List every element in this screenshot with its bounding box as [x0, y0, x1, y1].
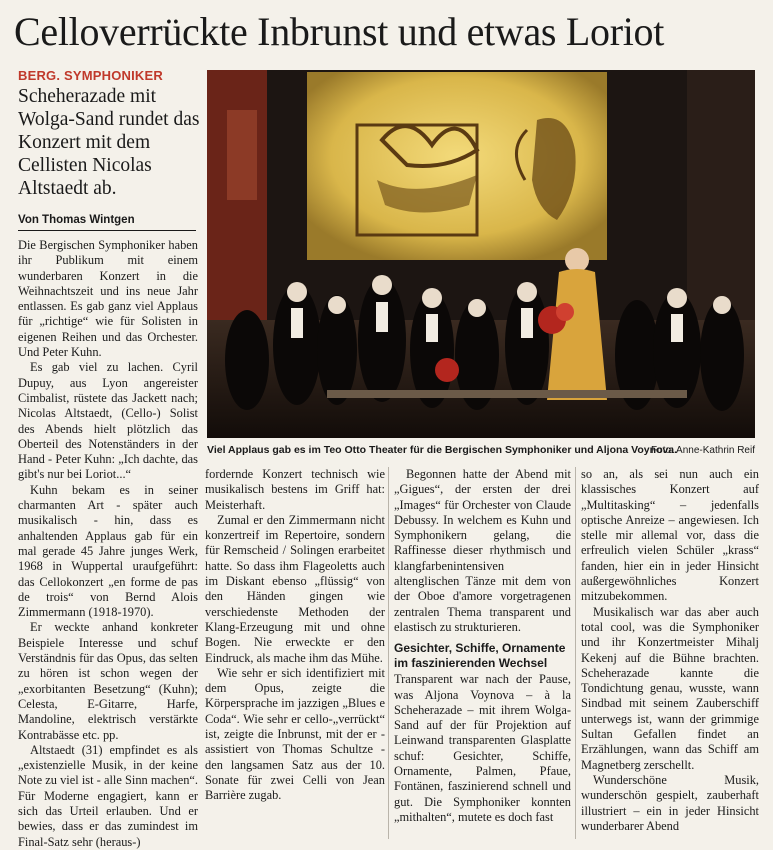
- column-rule: [388, 467, 389, 839]
- paragraph: Zumal er den Zimmermann nicht konzertreif im Repertoire, sondern für Remscheid / Solingen erarbeitet hatte. So dass ihm Flageoletts auch im Diskant ebenso „flüssig“ von den Händen gingen wie verschiedenste Methoden der Klang-Erzeugung mit und ohne Bogen. Nie erweckte er den Eindruck, als mache ihm das Mühe.: [205, 512, 385, 665]
- photo-credit: Foto: Anne-Kathrin Reif: [651, 445, 755, 456]
- article-column-3: [394, 467, 571, 825]
- subheadline: Scheherazade mit Wolga-Sand rundet das Konzert mit dem Cellisten Nicolas Altstaedt ab.: [18, 86, 200, 199]
- paragraph: Wie sehr er sich identifiziert mit dem Opus, zeigte die Körpersprache im jazzigen „Blues e Coda“. Wie sehr er cello-„verrückt“ ist, zeigte die Inbrunst, mit der er - assistiert von Thomas Schultze - den langsamen Satz aus der 10. Sonate für zwei Celli von Jean Barrière zugab.: [205, 665, 385, 803]
- paragraph: Wunderschöne Musik, wunderschön gespielt, zauberhaft illustriert – ein in jeder Hinsicht wunderbarer Abend: [581, 772, 759, 833]
- photo-caption: Viel Applaus gab es im Teo Otto Theater für die Bergischen Symphoniker und Aljona Voynova.: [207, 444, 678, 456]
- paragraph: Kuhn bekam es in seiner charmanten Art - später auch musikalisch - hin, dass es anhaltenden Applaus gab für ein mal gerade 45 Jahre junges Werk, 1968 in Wuppertal uraufgeführt: das Cellokonzert „en forme de pas de trois“ von Bernd Alois Zimmermann (1918-1970).: [18, 482, 198, 620]
- byline: Von Thomas Wintgen: [18, 214, 135, 226]
- paragraph: Altstaedt (31) empfindet es als „existenzielle Musik, in der keine Note zu viel ist - alle Sinn machen“. Für Moderne engagiert, kann er sich das Urteil erlauben. Und er bewies, dass er das zumindest im Final-Satz sehr (heraus-): [18, 742, 198, 849]
- headline: Celloverrückte Inbrunst und etwas Loriot: [14, 9, 665, 54]
- paragraph: so an, als sei nun auch ein klassisches Konzert auf „Multitasking“ – jedenfalls optische Anreize – angewiesen. Ich stelle mir allemal vor, dass die erfreulich vielen Schüler „krass“ fanden, hier ein in jeder Hinsicht außergewöhnliches Konzert mitzubekommen.: [581, 467, 759, 604]
- section-subhead: Gesichter, Schiffe, Ornamente im faszinierenden Wechsel: [394, 641, 566, 670]
- paragraph: Die Bergischen Symphoniker haben ihr Publikum mit einem wunderbaren Konzert in die Weihnachtszeit und ins neue Jahr entlassen. Es gab ganz viel Applaus für „richtige“ wie für Solisten in eigenen Reihen und das Orchester. Und Peter Kuhn.: [18, 238, 198, 360]
- paragraph: fordernde Konzert technisch wie musikalisch bestens im Griff hat: Meisterhaft.: [205, 467, 385, 512]
- paragraph: Es gab viel zu lachen. Cyril Dupuy, aus Lyon angereister Cimbalist, rüstete das Jackett nach; Nicolas Altstaedt, (Cello-) Solist des Abends hielt plötzlich das Oberteil des Notenständers in der Hand - Peter Kuhn: „Ich dachte, das gibt's nur bei Loriot...“: [18, 360, 198, 482]
- paragraph: Begonnen hatte der Abend mit „Gigues“, der ersten der drei „Images“ für Orchester von Claude Debussy. In welchem es Kuhn und Symphonikern gelang, die Raffinesse dieser rhythmisch und klangfarbenintensiven altenglischen Tänze mit dem von der Oboe d'amore vorgetragenen zentralen Thema transparent und elastisch zu strukturieren.: [394, 467, 571, 634]
- article-column-1: [18, 238, 198, 850]
- kicker: BERG. SYMPHONIKER: [18, 68, 163, 83]
- paragraph: Transparent war nach der Pause, was Aljona Voynova – à la Scheherazade – mit ihrem Wolga-Sand auf der für Projektion auf Leinwand transparenten Glasplatte schuf: Gesichter, Schiffe, Ornamente, Palmen, Pfaue, Fontänen, faszinierend schnell und gut. Die Symphoniker konnten „mithalten“, mutete es doch fast: [394, 672, 571, 824]
- article-column-4: [581, 467, 759, 834]
- byline-rule: [18, 230, 196, 231]
- column-rule: [575, 467, 576, 839]
- paragraph: Er weckte anhand konkreter Beispiele Interesse und schuf Verständnis für das Opus, das selten zu hören ist schon wegen der „exorbitanten Besetzung“ (Kuhn); Celesta, E-Gitarre, Harfe, Mandoline, elektrisch verstärkte Kontrabässe etc. pp.: [18, 620, 198, 742]
- concert-photo: [207, 70, 755, 438]
- paragraph: Musikalisch war das aber auch total cool, was die Symphoniker und ihr Konzertmeister Mihalj Kekenj auf die Bühne brachten. Scheherazade kannte die Tondichtung genau, wusste, wann Sindbad mit seinem Zauberschiff unterwegs ist, wann der grimmige Sultan Gefallen findet an Erzählungen, wann das Schiff am Magnetberg zerschellt.: [581, 604, 759, 772]
- article-column-2: [205, 467, 385, 804]
